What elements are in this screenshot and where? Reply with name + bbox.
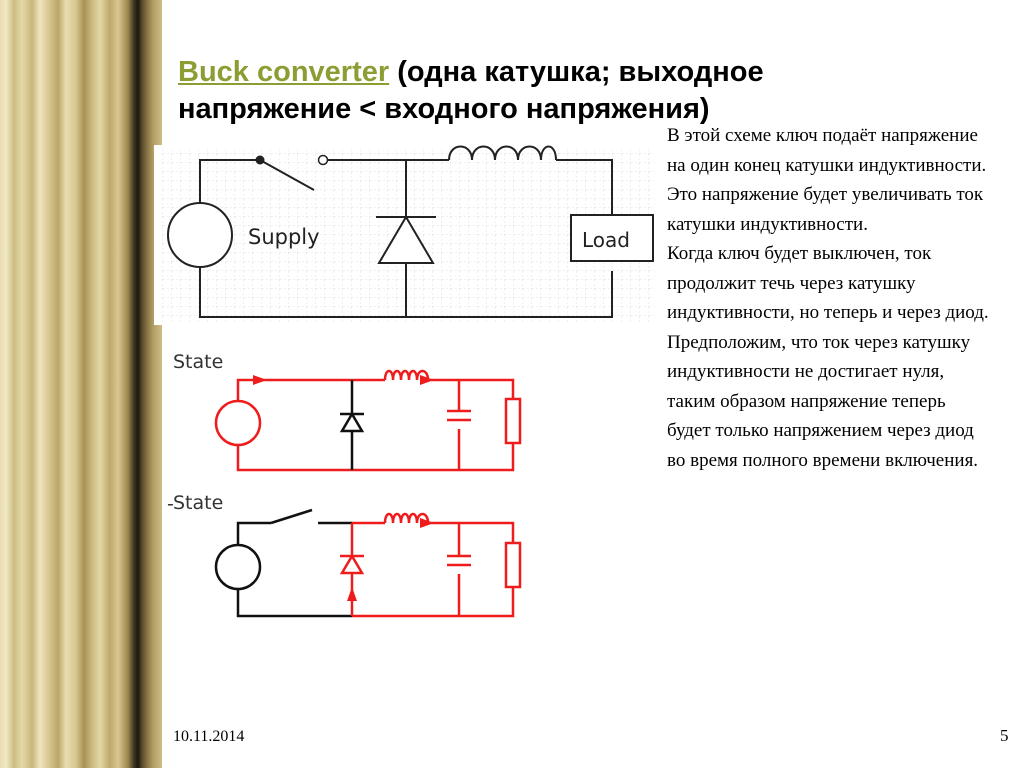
state-off-marker: - (167, 493, 174, 515)
switching-states-diagram (167, 347, 533, 623)
body-paragraph: В этой схеме ключ подаёт напряжение на один конец катушки индуктивности. Это напряжение будет увеличивать ток катушки индуктивности. (667, 125, 987, 235)
slide-title (178, 54, 938, 128)
title-text: (одна катушка; выходное напряжение < входного напряжения) (178, 56, 764, 125)
switch-contact (319, 156, 328, 165)
title-link[interactable]: Buck converter (178, 56, 390, 88)
slide-date: 10.11.2014 (173, 728, 245, 745)
buck-converter-circuit (154, 145, 654, 325)
page-number: 5 (1000, 726, 1009, 745)
load-label: Load (582, 228, 630, 252)
state-off-label: State (173, 492, 224, 514)
state-on-label: State (173, 351, 224, 373)
supply-label: Supply (248, 225, 320, 249)
supply-source-circle (168, 203, 232, 267)
body-text (667, 121, 992, 475)
body-paragraph: Когда ключ будет выключен, ток продолжит течь через катушку индуктивности, но теперь и через диод. Предположим, что ток через катушку индуктивности не достигает нуля, таким образом напряжение теперь будет только напряжением через диод во время полного времени включения. (667, 243, 989, 471)
decorative-frame (0, 0, 162, 768)
